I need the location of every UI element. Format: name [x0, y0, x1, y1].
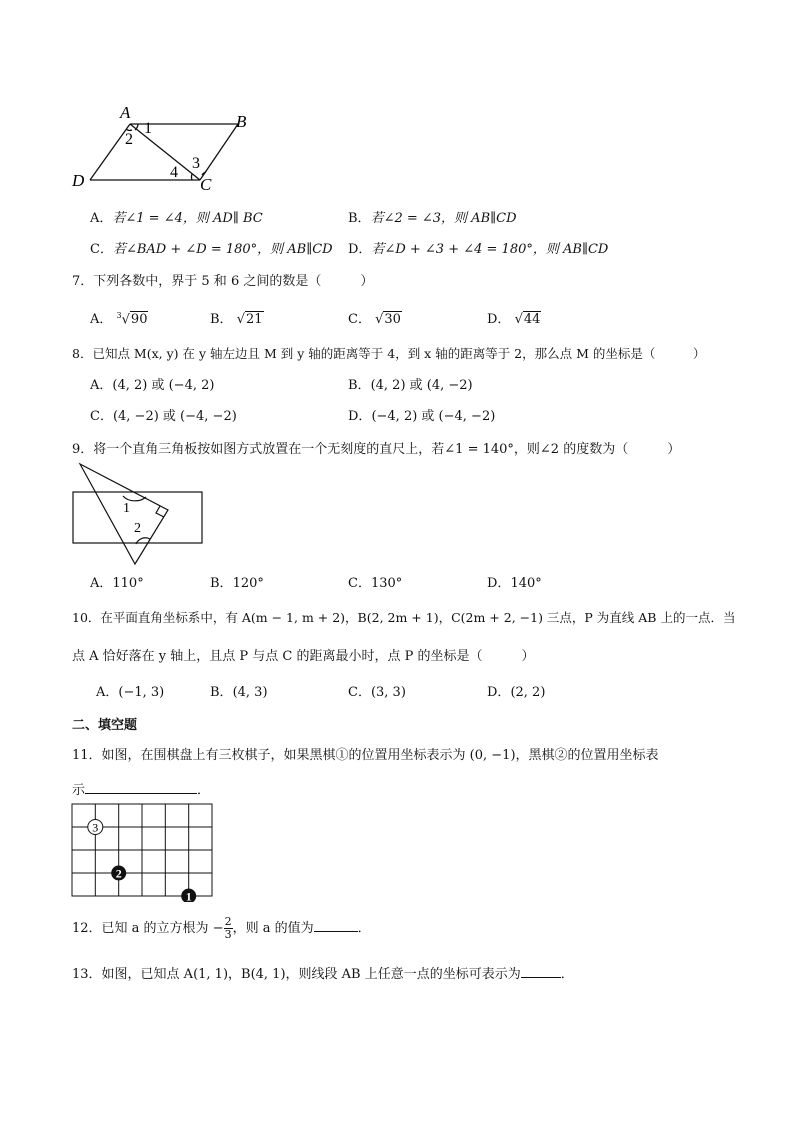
- option-text: (4, 2) 或 (−4, 2): [112, 378, 215, 393]
- option-letter: B．: [348, 378, 371, 393]
- radicand: 90: [130, 312, 148, 327]
- q13-line: [72, 963, 574, 982]
- option-letter: A．: [90, 312, 113, 327]
- edge-ad: [90, 124, 130, 180]
- q8-option-b[interactable]: [348, 374, 473, 393]
- q7-option-c[interactable]: [348, 308, 402, 327]
- stone-2: [111, 866, 126, 881]
- q11-prefix: 示: [72, 783, 86, 798]
- option-letter: D．: [487, 685, 511, 700]
- square-root: √21: [236, 312, 263, 327]
- option-letter: D．: [487, 312, 511, 327]
- stone-1: [181, 889, 196, 903]
- option-letter: A．: [90, 378, 113, 393]
- q13-suffix: ．: [560, 967, 574, 982]
- option-letter: D．: [348, 409, 372, 424]
- ruler-triangle-figure: [70, 460, 210, 568]
- q10-option-c[interactable]: [348, 681, 406, 700]
- diagonal-ac: [130, 124, 200, 180]
- radicand: 30: [384, 312, 401, 327]
- q7-option-b[interactable]: [210, 308, 264, 327]
- fraction-denominator: 3: [224, 928, 232, 941]
- option-letter: B．: [210, 685, 233, 700]
- q9-option-a[interactable]: [90, 572, 144, 591]
- label-b: B: [236, 112, 247, 131]
- q8-option-d[interactable]: [348, 405, 495, 424]
- option-text: (3, 3): [370, 685, 406, 700]
- label-d: D: [72, 171, 85, 190]
- angle-arc-a: [135, 124, 138, 130]
- label-a: A: [120, 103, 131, 122]
- angle-1-label: 1: [123, 501, 130, 516]
- q8-stem: 8．已知点 M(x, y) 在 y 轴左边且 M 到 y 轴的距离等于 4，到 x 轴的距离等于 2，那么点 M 的坐标是（ ）: [72, 346, 706, 361]
- option-text: 110°: [112, 576, 144, 591]
- q11-line2: [72, 779, 210, 798]
- stone-1-label: 1: [185, 889, 192, 902]
- label-4: 4: [170, 164, 178, 181]
- parallelogram-figure: [68, 98, 268, 194]
- q12-middle: ，则 a 的值为: [232, 921, 314, 936]
- q6-option-b[interactable]: [348, 207, 517, 226]
- go-board-figure: [70, 802, 218, 902]
- option-text: (4, −2) 或 (−4, −2): [112, 409, 237, 424]
- q13-prefix: 13．如图，已知点 A(1, 1)，B(4, 1)，则线段 AB 上任意一点的坐标可表示为: [72, 967, 521, 982]
- option-letter: C．: [348, 576, 371, 591]
- q9-option-b[interactable]: [210, 572, 264, 591]
- q6-option-a[interactable]: [90, 207, 263, 226]
- label-1: 1: [144, 120, 152, 137]
- option-text: (4, 3): [232, 685, 268, 700]
- q11-suffix: ．: [197, 783, 211, 798]
- q10-option-b[interactable]: [210, 681, 268, 700]
- option-letter: A．: [96, 685, 119, 700]
- option-text: 140°: [510, 576, 542, 591]
- option-text: 若∠2 = ∠3，则 AB∥CD: [370, 211, 517, 226]
- square-root: √44: [514, 312, 541, 327]
- q10-line1: 10．在平面直角坐标系中，有 A(m − 1, m + 2)，B(2, 2m + 1)，C(2m + 2, −1) 三点，P 为直线 AB 上的一点．当: [72, 610, 736, 625]
- q8-option-c[interactable]: [90, 405, 237, 424]
- option-text: (4, 2) 或 (4, −2): [370, 378, 473, 393]
- stone-2-label: 2: [115, 866, 122, 881]
- option-letter: D．: [348, 242, 372, 257]
- cube-root: $^3$√90: [116, 310, 148, 327]
- q6-option-c[interactable]: [90, 238, 333, 257]
- option-text: 若∠BAD + ∠D = 180°，则 AB∥CD: [112, 242, 333, 257]
- q9-option-c[interactable]: [348, 572, 402, 591]
- option-text: 若∠1 = ∠4，则 AD∥ BC: [112, 211, 263, 226]
- fraction-numerator: 2: [224, 915, 232, 928]
- option-text: (−1, 3): [118, 685, 165, 700]
- q7-stem: 7．下列各数中，界于 5 和 6 之间的数是（ ）: [72, 274, 374, 289]
- q13-answer-blank[interactable]: [521, 964, 561, 978]
- q8-option-a[interactable]: [90, 374, 214, 393]
- q7-option-d[interactable]: [487, 308, 541, 327]
- q12-answer-blank[interactable]: [314, 918, 358, 932]
- label-2: 2: [125, 131, 133, 148]
- angle-2-label: 2: [134, 521, 141, 536]
- option-letter: B．: [210, 576, 233, 591]
- option-letter: C．: [90, 242, 113, 257]
- q9-option-d[interactable]: [487, 572, 542, 591]
- option-letter: B．: [210, 312, 233, 327]
- label-c: C: [200, 175, 212, 194]
- option-letter: D．: [487, 576, 511, 591]
- square-root: √30: [375, 312, 401, 327]
- option-letter: A．: [90, 576, 113, 591]
- q11-line1: 11．如图，在围棋盘上有三枚棋子，如果黑棋①的位置用坐标表示为 (0, −1)，黑棋②的位置用坐标表: [72, 748, 659, 763]
- label-3: 3: [192, 155, 200, 172]
- option-letter: A．: [90, 211, 113, 226]
- section-title: 二、填空题: [72, 718, 138, 733]
- option-letter: C．: [90, 409, 113, 424]
- q7-option-a[interactable]: [90, 308, 148, 327]
- option-letter: C．: [348, 312, 371, 327]
- option-text: (−4, 2) 或 (−4, −2): [371, 409, 496, 424]
- angle-arc-c: [191, 174, 192, 180]
- q12-prefix: 12．已知 a 的立方根为 −: [72, 921, 224, 936]
- root-index: 3: [116, 310, 122, 320]
- q10-option-a[interactable]: [96, 681, 164, 700]
- q12-suffix: ．: [357, 921, 371, 936]
- stone-3: [88, 820, 103, 835]
- option-text: 若∠D + ∠3 + ∠4 = 180°，则 AB∥CD: [371, 242, 609, 257]
- option-letter: C．: [348, 685, 371, 700]
- option-text: (2, 2): [510, 685, 546, 700]
- q12-line: [72, 916, 371, 942]
- option-text: 130°: [370, 576, 403, 591]
- option-text: 120°: [232, 576, 264, 591]
- q9-stem: 9．将一个直角三角板按如图方式放置在一个无刻度的直尺上，若∠1 = 140°，则∠2 的度数为（ ）: [72, 442, 681, 457]
- q11-answer-blank[interactable]: [85, 780, 197, 794]
- q6-option-d[interactable]: [348, 238, 608, 257]
- option-letter: B．: [348, 211, 371, 226]
- q10-option-d[interactable]: [487, 681, 545, 700]
- radicand: 21: [246, 312, 263, 327]
- stone-3-label: 3: [92, 820, 99, 835]
- q10-line2: 点 A 恰好落在 y 轴上，且点 P 与点 C 的距离最小时，点 P 的坐标是（ ）: [72, 649, 535, 664]
- fraction: [224, 916, 233, 941]
- radicand: 44: [523, 312, 541, 327]
